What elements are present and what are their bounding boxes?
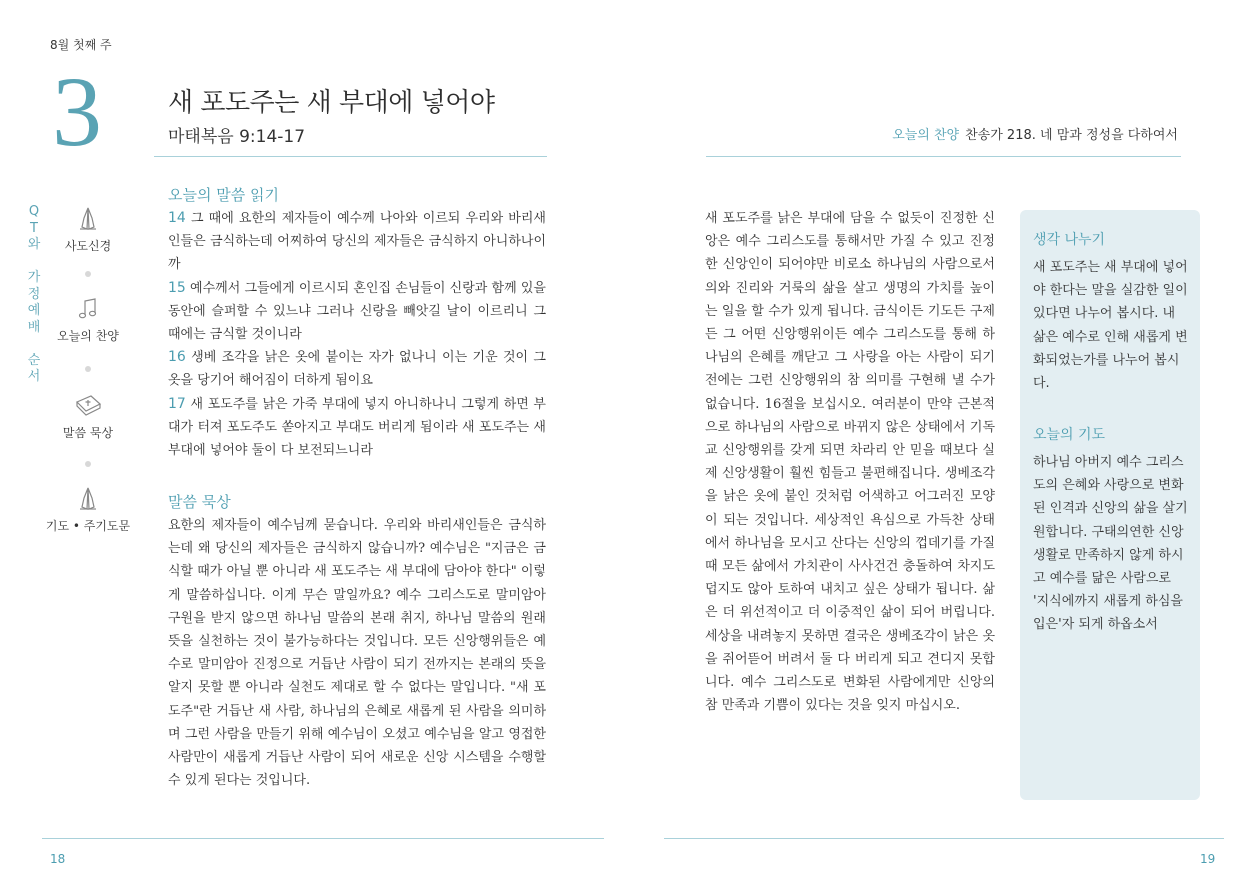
praying-hands-icon bbox=[74, 485, 102, 513]
verse bbox=[168, 393, 546, 463]
music-note-icon bbox=[74, 295, 102, 323]
page-number-left: 18 bbox=[50, 852, 66, 866]
footer-divider-right bbox=[664, 838, 1224, 839]
hymn-label: 오늘의 찬양 bbox=[892, 128, 960, 143]
week-label: 8월 첫째 주 bbox=[50, 38, 112, 52]
meditation-text-right: 새 포도주를 낡은 부대에 담을 수 없듯이 진정한 신앙은 예수 그리스도를 통해서만 가질 수 있고 진정한 신앙인이 되어야만 비로소 하나님의 사람으로서 의와 진리와 거룩의 삶을 살고 생명의 가치를 높이는 일을 할 수가 있게 됩니다. 금식이든 기도든 구제든 그 어떤 신앙행위이든 예수 그리스도를 통해 하나님의 은혜를 깨닫고 그 사랑을 아는 사람이 되기 전에는 그런 신앙행위의 참 의미를 구현해 낼 수가 없습니다. 16절을 보십시오. 여러분이 만약 근본적으로 하나님의 사람으로 바뀌지 않은 상태에서 기독교 신앙행위를 갖게 되면 차라리 안 믿을 때보다 실제 신앙생활이 훨씬 힘들고 불편해집니다. 생베조각을 낡은 옷에 붙인 것처럼 어색하고 어그러진 모양이 되는 것입니다. 세상적인 욕심으로 가득찬 상태에서 하나님을 모시고 산다는 신앙의 껍데기를 가질 때 모든 삶에서 가치관이 사사건건 충돌하여 차지도 덥지도 않아 토하여 내치고 싶은 상태가 됩니다. 삶은 더 위선적이고 더 이중적인 삶이 되어 버립니다. 세상을 내려놓지 못하면 결국은 생베조각이 낡은 옷을 쥐어뜯어 버려서 둘 다 버리게 되고 견디지 못합니다. 예수 그리스도로 변화된 사람에게만 신앙의 참 만족과 기쁨이 있다는 것을 잊지 마십시오. bbox=[705, 211, 995, 714]
prayer-text: 하나님 아버지 예수 그리스도의 은혜와 사랑으로 변화된 인격과 신앙의 삶을 살기 원합니다. 구태의연한 신앙생활로 만족하지 않게 하시고 예수를 닮은 사람으로 '지식에까지 새롭게 하심을 입은'자 되게 하옵소서 bbox=[1033, 455, 1188, 633]
hymn-line bbox=[892, 124, 1178, 143]
reading-passage bbox=[168, 207, 546, 462]
verse-number: 16 bbox=[168, 349, 186, 366]
verse-text: 생베 조각을 낡은 옷에 붙이는 자가 없나니 이는 기운 것이 그 옷을 당기어 해어짐이 더하게 됨이요 bbox=[168, 350, 546, 389]
verse-text: 새 포도주를 낡은 가죽 부대에 넣지 아니하나니 그렇게 하면 부대가 터져 포도주도 쏟아지고 부대도 버리게 됨이라 새 포도주는 새 부대에 넣어야 둘이 다 보전되느니라 bbox=[168, 396, 546, 459]
verse bbox=[168, 207, 546, 277]
verse bbox=[168, 346, 546, 392]
sidebar-item-label: 사도신경 bbox=[64, 239, 112, 253]
verse bbox=[168, 277, 546, 347]
reading-heading: 오늘의 말씀 읽기 bbox=[168, 186, 279, 204]
verse-text: 그 때에 요한의 제자들이 예수께 나아와 이르되 우리와 바리새인들은 금식하는데 어찌하여 당신의 제자들은 금식하지 아니하나이까 bbox=[168, 211, 546, 273]
header-divider-right bbox=[706, 156, 1181, 157]
sharing-heading: 생각 나누기 bbox=[1033, 232, 1106, 248]
meditation-text-left: 요한의 제자들이 예수님께 묻습니다. 우리와 바리새인들은 금식하는데 왜 당신의 제자들은 금식하지 않습니까? 예수님은 "지금은 금식할 때가 아닐 뿐 아니라 새 포도주는 새 부대에 담아야 한다" 이렇게 말씀하십니다. 이게 무슨 말일까요? 예수 그리스도로 말미암아 구원을 받지 않으면 하나님 말씀의 본래 취지, 하나님 말씀의 원래 뜻을 실천하는 것이 불가능하다는 것입니다. 모든 신앙행위들은 예수로 말미암아 진정으로 거듭난 사람이 되기 전까지는 본래의 뜻을 알지 못할 뿐 아니라 실천도 제대로 할 수 없다는 말입니다. "새 포도주"란 거듭난 새 사람, 하나님의 은혜로 새롭게 된 사람을 의미하며 그런 사람을 만들기 위해 예수님이 오셨고 예수님을 알고 영접한 사람만이 새롭게 거듭난 사람이 되어 새로운 신앙 시스템을 수행할 수 있게 된다는 것입니다. bbox=[168, 518, 546, 789]
page-number-right: 19 bbox=[1200, 852, 1216, 866]
verse-number: 15 bbox=[168, 279, 186, 296]
sharing-text: 새 포도주는 새 부대에 넣어야 한다는 말을 실감한 일이 있다면 나누어 봅시다. 내 삶은 예수로 인해 새롭게 변화되었는가를 나누어 봅시다. bbox=[1033, 260, 1188, 392]
header-divider-left bbox=[154, 156, 547, 157]
verse-number: 14 bbox=[168, 210, 186, 226]
sidebar-item-apostles-creed bbox=[38, 205, 138, 254]
sidebar-vertical-title: Q T 와 가 정 예 배 순 서 bbox=[27, 204, 41, 384]
bible-icon bbox=[73, 392, 103, 420]
day-number: 3 bbox=[52, 56, 102, 167]
sidebar-item-label: 오늘의 찬양 bbox=[57, 329, 119, 343]
prayer-heading: 오늘의 기도 bbox=[1033, 427, 1106, 443]
sidebar-item-todays-hymn bbox=[38, 295, 138, 344]
verse-number: 17 bbox=[168, 395, 186, 412]
sidebar-separator-dot bbox=[85, 366, 91, 372]
sidebar-item-prayer bbox=[22, 485, 154, 534]
footer-divider-left bbox=[42, 838, 604, 839]
hymn-title: 찬송가 218. 네 맘과 정성을 다하여서 bbox=[965, 128, 1178, 143]
meditation-heading: 말씀 묵상 bbox=[168, 493, 231, 511]
scripture-reference: 마태복음 9:14-17 bbox=[168, 127, 306, 147]
sidebar-item-meditation bbox=[38, 392, 138, 441]
sidebar-item-label: 말씀 묵상 bbox=[62, 426, 114, 440]
sidebar-separator-dot bbox=[85, 461, 91, 467]
verse-text: 예수께서 그들에게 이르시되 혼인집 손님들이 신랑과 함께 있을 동안에 슬퍼할 수 있느냐 그러나 신랑을 빼앗길 날이 이르리니 그 때에는 금식할 것이니라 bbox=[168, 280, 546, 343]
praying-hands-icon bbox=[74, 205, 102, 233]
sidebar-item-label: 기도 • 주기도문 bbox=[45, 519, 131, 533]
sidebar-separator-dot bbox=[85, 271, 91, 277]
page-title: 새 포도주는 새 부대에 넣어야 bbox=[168, 88, 495, 118]
